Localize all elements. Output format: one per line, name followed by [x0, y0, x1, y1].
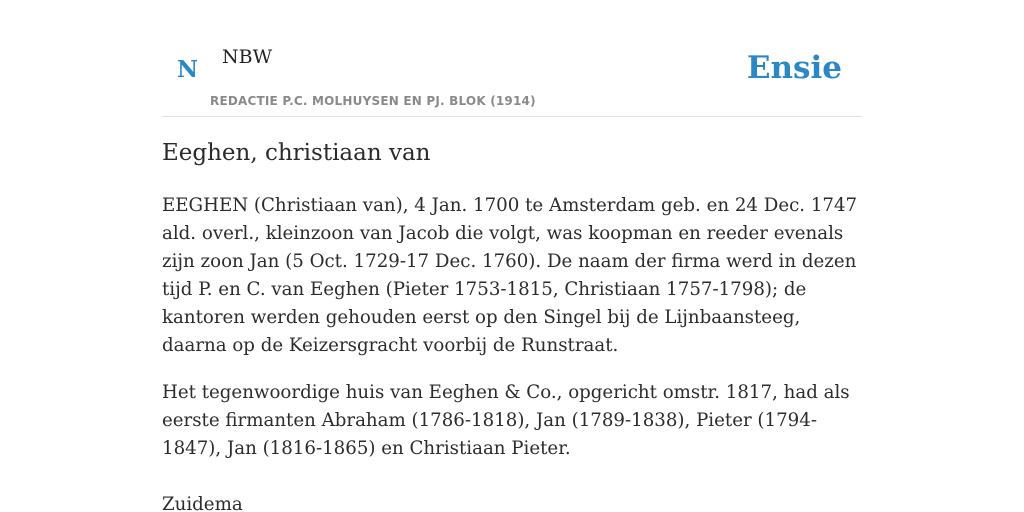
- article-paragraph-1: EEGHEN (Christiaan van), 4 Jan. 1700 te Amsterdam geb. en 24 Dec. 1747 ald. overl., kleinzoon van Jacob die volgt, was koopman en reeder evenals zijn zoon Jan (5 Oct. 1729-17 Dec. 1760). De naam der firma werd in dezen tijd P. en C. van Eeghen (Pieter 1753-1815, Christiaan 1757-1798); de kantoren werden gehouden eerst op den Singel bij de Lijnbaansteeg, daarna op de Keizersgracht voorbij de Runstraat.: [162, 195, 858, 356]
- source-name-link[interactable]: NBW: [222, 46, 273, 68]
- page-container: [162, 0, 862, 512]
- article-paragraph-2: Het tegenwoordige huis van Eeghen & Co., opgericht omstr. 1817, had als eerste firmanten Abraham (1786-1818), Jan (1789-1838), Pieter (1794-1847), Jan (1816-1865) en Christiaan Pieter.: [162, 382, 850, 459]
- article-title: Eeghen, christiaan van: [162, 140, 431, 166]
- ensie-logo-link[interactable]: Ensie: [746, 50, 842, 86]
- source-logo-icon[interactable]: N: [177, 56, 199, 83]
- source-subtitle: REDACTIE P.C. MOLHUYSEN EN PJ. BLOK (1914): [210, 94, 536, 108]
- source-header: [162, 0, 862, 117]
- article-author: Zuidema: [162, 494, 243, 512]
